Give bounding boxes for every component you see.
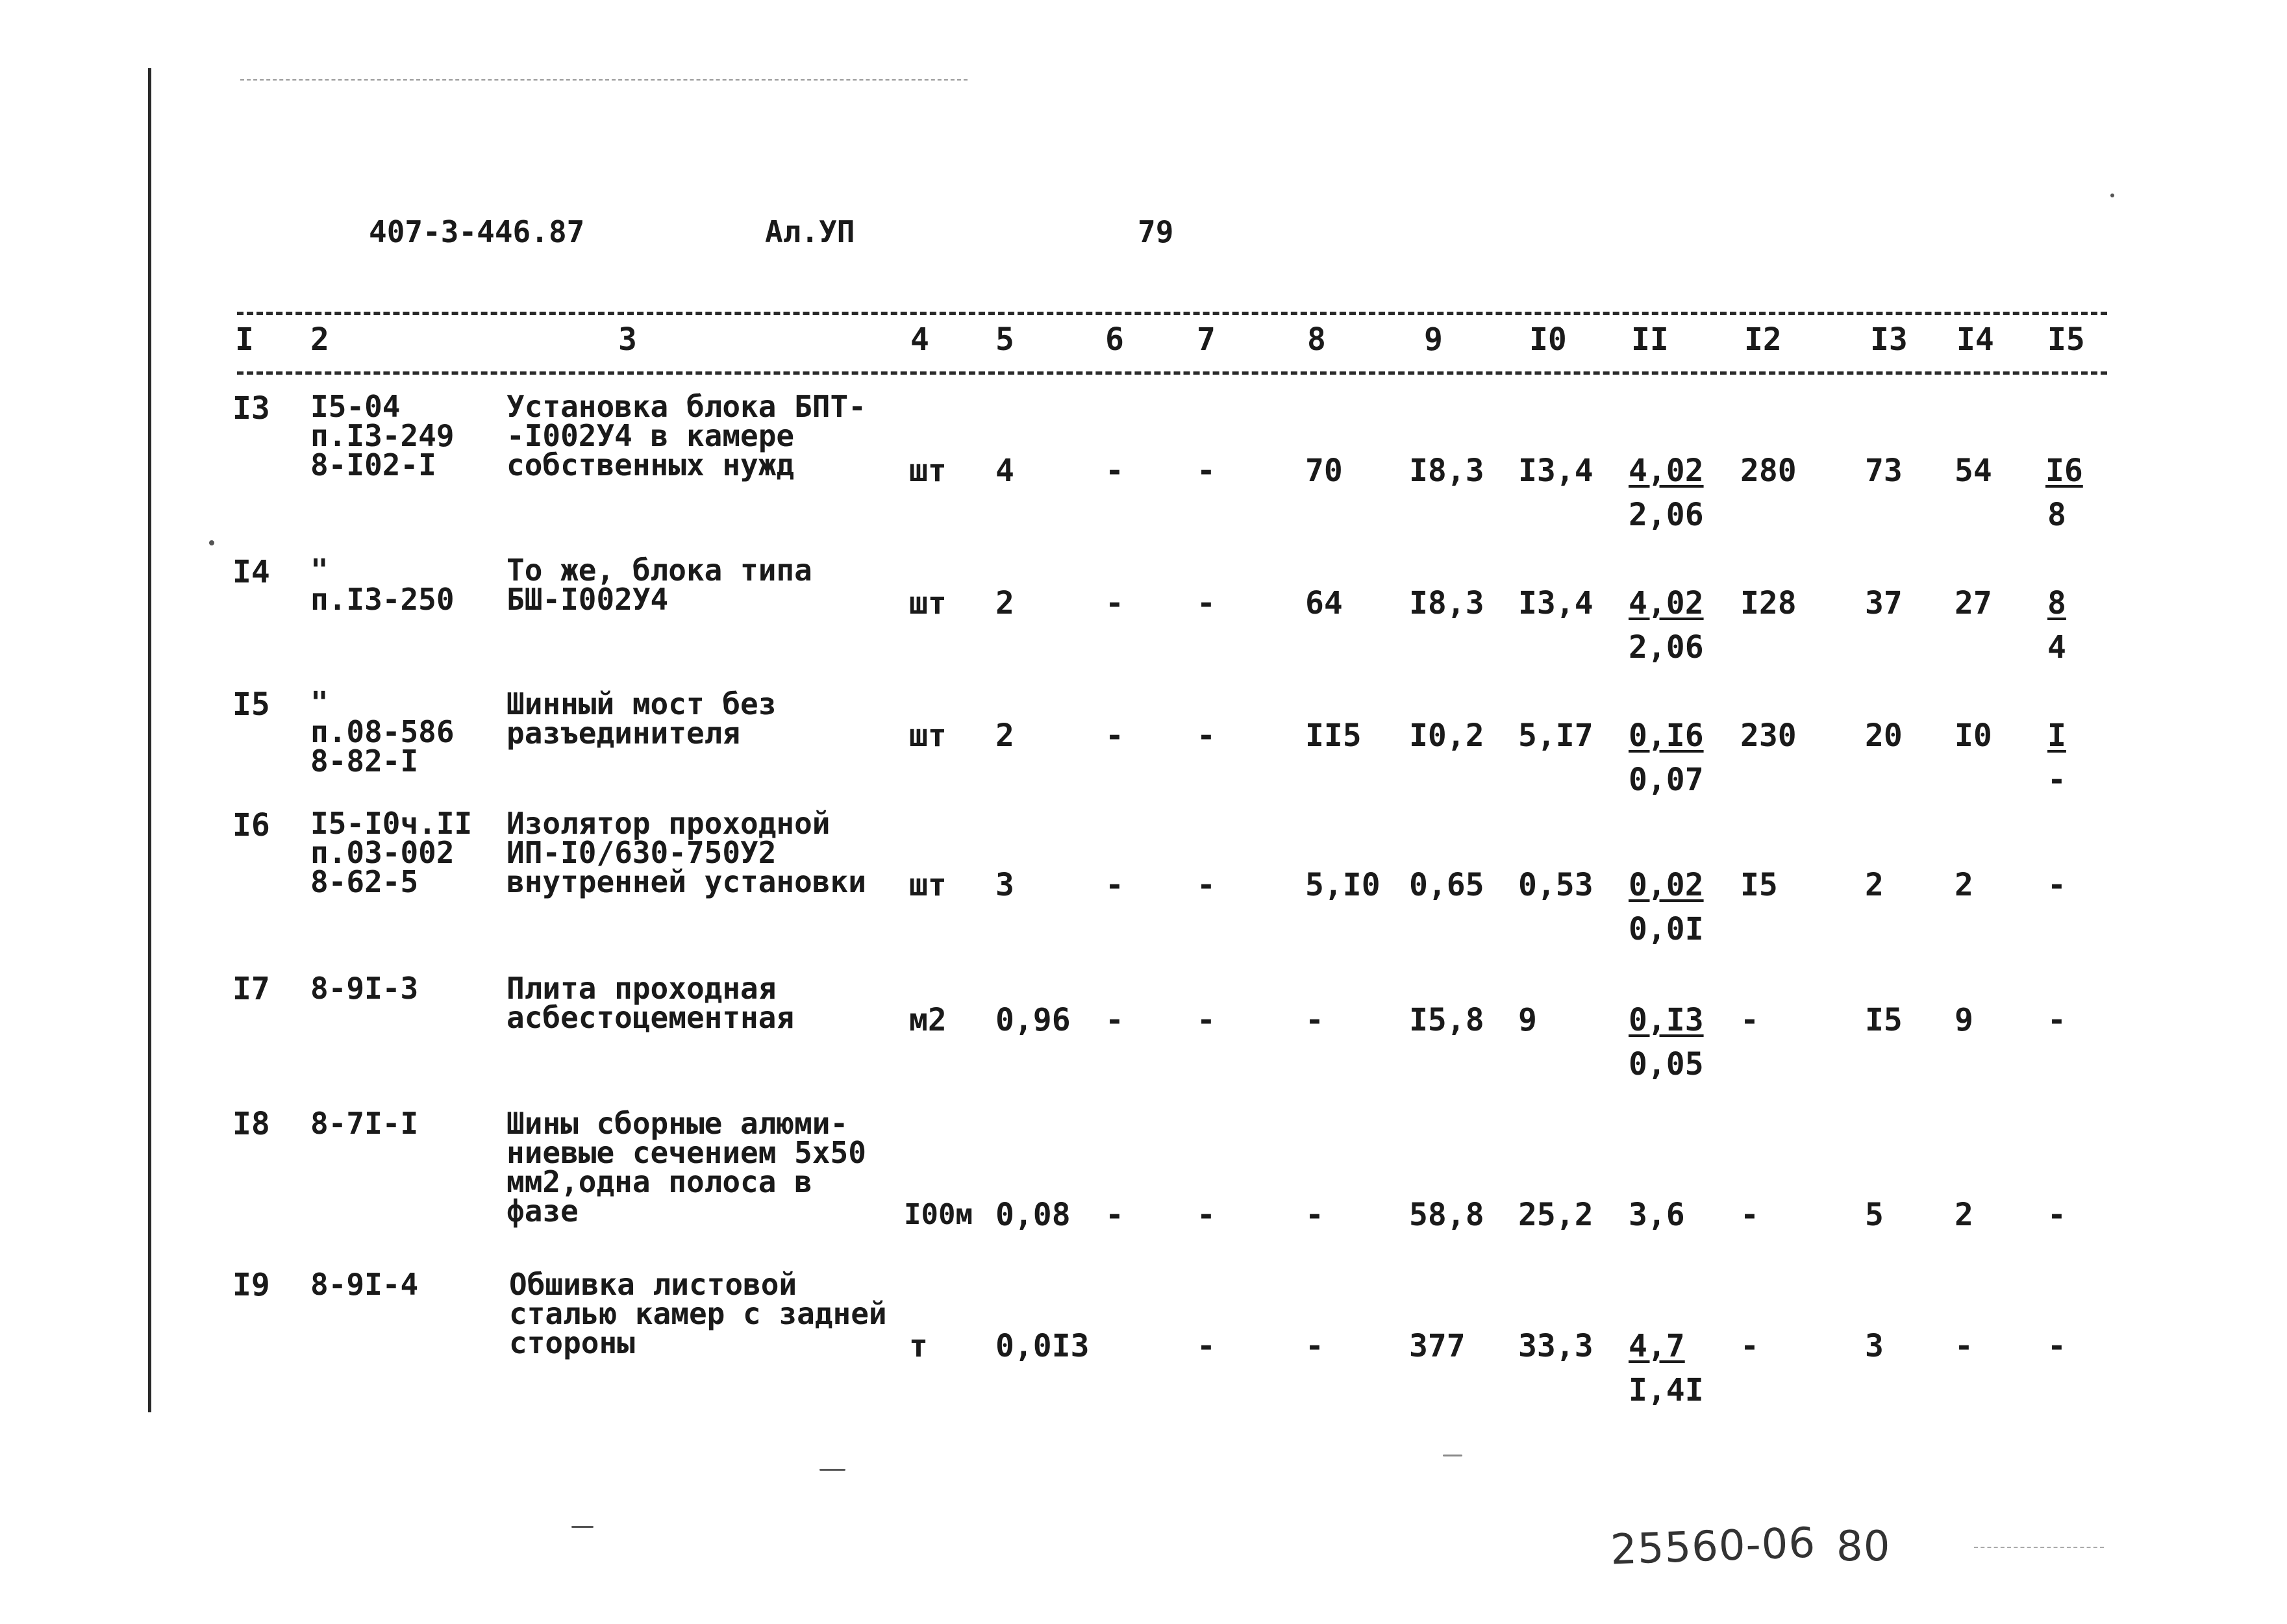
- col-10: 0,53: [1518, 867, 1593, 903]
- top-faint-rule: [240, 79, 968, 81]
- col-11-top: 4,02: [1629, 453, 1704, 489]
- col-13: 2: [1865, 867, 1884, 903]
- doc-code: 407-3-446.87: [369, 214, 585, 249]
- col-6: -: [1105, 1197, 1124, 1233]
- col-11-top: 0,I6: [1629, 718, 1704, 754]
- col-15-top: -: [2047, 1328, 2066, 1364]
- col-header-9: 9: [1424, 321, 1443, 358]
- col-6: -: [1105, 585, 1124, 621]
- norm-code: I5-04 п.I3-249 8-I02-I: [310, 389, 455, 482]
- col-8: 64: [1305, 585, 1343, 621]
- col-10: 9: [1518, 1002, 1537, 1038]
- col-14: 2: [1955, 1197, 1973, 1233]
- col-11-bottom: 0,0I: [1629, 911, 1704, 947]
- quantity: 0,0I3: [995, 1328, 1090, 1364]
- col-12: -: [1740, 1328, 1759, 1364]
- row-number: I5: [232, 686, 270, 723]
- quantity: 2: [995, 718, 1014, 754]
- col-9: 0,65: [1409, 867, 1484, 903]
- work-description: Шинный мост без разъединителя: [506, 686, 777, 751]
- col-11-bottom: 0,07: [1629, 762, 1704, 798]
- col-11-top: 4,7: [1629, 1328, 1685, 1364]
- left-margin-line: [148, 68, 151, 1412]
- norm-code: 8-9I-4: [310, 1267, 419, 1302]
- col-8: 70: [1305, 453, 1343, 489]
- page-number: 79: [1138, 214, 1174, 249]
- col-13: I5: [1865, 1002, 1903, 1038]
- work-description: То же, блока типа БШ-I002У4: [506, 553, 812, 617]
- col-header-11: II: [1631, 321, 1669, 358]
- col-9: I8,3: [1409, 453, 1484, 489]
- col-header-1: I: [235, 321, 254, 358]
- col-6: -: [1105, 1002, 1124, 1038]
- scan-speck: [1443, 1455, 1462, 1456]
- col-6: -: [1105, 718, 1124, 754]
- unit: шт: [909, 585, 947, 621]
- col-header-2: 2: [310, 321, 329, 358]
- col-header-5: 5: [995, 321, 1014, 358]
- col-8: II5: [1305, 718, 1362, 754]
- col-15-bottom: -: [2047, 762, 2066, 798]
- work-description: Обшивка листовой сталью камер с задней стороны: [509, 1267, 887, 1360]
- col-11-bottom: 0,05: [1629, 1046, 1704, 1082]
- col-9: 58,8: [1409, 1197, 1484, 1233]
- col-13: 5: [1865, 1197, 1884, 1233]
- col-14: I0: [1955, 718, 1992, 754]
- archive-stamp-page: 80: [1836, 1523, 1891, 1571]
- col-11-top: 0,02: [1629, 867, 1704, 903]
- col-12: -: [1740, 1002, 1759, 1038]
- col-11-bottom: 2,06: [1629, 629, 1704, 666]
- scan-speck: [2110, 194, 2114, 197]
- table-top-rule: [237, 312, 2107, 315]
- col-9: I5,8: [1409, 1002, 1484, 1038]
- unit: шт: [909, 867, 947, 903]
- col-11-top: 3,6: [1629, 1197, 1685, 1233]
- col-12: 280: [1740, 453, 1797, 489]
- work-description: Плита проходная асбестоцементная: [506, 971, 795, 1035]
- unit: I00м: [904, 1198, 973, 1231]
- col-10: 25,2: [1518, 1197, 1593, 1233]
- quantity: 0,96: [995, 1002, 1071, 1038]
- row-number: I6: [232, 807, 270, 843]
- col-11-top: 4,02: [1629, 585, 1704, 621]
- norm-code: 8-9I-3: [310, 971, 419, 1006]
- quantity: 4: [995, 453, 1014, 489]
- norm-code: " п.08-586 8-82-I: [310, 685, 455, 779]
- col-13: 3: [1865, 1328, 1884, 1364]
- col-13: 73: [1865, 453, 1903, 489]
- col-header-14: I4: [1956, 321, 1994, 358]
- row-number: I4: [232, 554, 270, 590]
- col-header-3: 3: [618, 321, 637, 358]
- scan-speck: [819, 1469, 845, 1471]
- unit: шт: [909, 453, 947, 489]
- col-15-bottom: 4: [2047, 629, 2066, 666]
- norm-code: 8-7I-I: [310, 1106, 419, 1141]
- quantity: 0,08: [995, 1197, 1071, 1233]
- col-13: 20: [1865, 718, 1903, 754]
- col-8: -: [1305, 1002, 1324, 1038]
- col-header-13: I3: [1870, 321, 1908, 358]
- col-15-top: I: [2047, 718, 2066, 754]
- scan-speck: [571, 1526, 594, 1528]
- col-7: -: [1197, 1328, 1216, 1364]
- col-14: 2: [1955, 867, 1973, 903]
- col-11-top: 0,I3: [1629, 1002, 1704, 1038]
- scan-speck: [209, 540, 214, 545]
- quantity: 3: [995, 867, 1014, 903]
- col-7: -: [1197, 1002, 1216, 1038]
- work-description: Изолятор проходной ИП-I0/630-750У2 внутренней установки: [506, 806, 866, 899]
- col-15-top: -: [2047, 1197, 2066, 1233]
- col-header-15: I5: [2047, 321, 2085, 358]
- row-number: I3: [232, 390, 270, 427]
- col-7: -: [1197, 585, 1216, 621]
- col-8: -: [1305, 1197, 1324, 1233]
- col-6: -: [1105, 867, 1124, 903]
- archive-stamp-number: 25560-06: [1609, 1519, 1817, 1575]
- col-15-top: -: [2047, 1002, 2066, 1038]
- col-6: -: [1105, 453, 1124, 489]
- col-7: -: [1197, 867, 1216, 903]
- row-number: I9: [232, 1267, 270, 1303]
- table-header-rule: [237, 371, 2107, 375]
- col-9: 377: [1409, 1328, 1466, 1364]
- footer-faint-rule: [1974, 1547, 2104, 1548]
- row-number: I8: [232, 1106, 270, 1142]
- col-7: -: [1197, 718, 1216, 754]
- col-12: I5: [1740, 867, 1778, 903]
- work-description: Установка блока БПТ- -I002У4 в камере собственных нужд: [506, 389, 866, 482]
- col-12: -: [1740, 1197, 1759, 1233]
- col-9: I0,2: [1409, 718, 1484, 754]
- col-8: -: [1305, 1328, 1324, 1364]
- col-12: 230: [1740, 718, 1797, 754]
- col-12: I28: [1740, 585, 1797, 621]
- work-description: Шины сборные алюми- ниевые сечением 5х50 мм2,одна полоса в фазе: [506, 1106, 866, 1229]
- col-10: 5,I7: [1518, 718, 1593, 754]
- col-14: 27: [1955, 585, 1992, 621]
- col-header-8: 8: [1307, 321, 1326, 358]
- col-14: 54: [1955, 453, 1992, 489]
- norm-code: I5-I0ч.II п.03-002 8-62-5: [310, 806, 473, 899]
- col-8: 5,I0: [1305, 867, 1381, 903]
- col-15-top: I6: [2045, 453, 2083, 489]
- col-10: I3,4: [1518, 585, 1593, 621]
- unit: шт: [909, 718, 947, 754]
- norm-code: " п.I3-250: [310, 553, 455, 617]
- col-header-10: I0: [1529, 321, 1567, 358]
- row-number: I7: [232, 971, 270, 1007]
- col-header-12: I2: [1744, 321, 1782, 358]
- col-10: I3,4: [1518, 453, 1593, 489]
- col-11-bottom: I,4I: [1629, 1372, 1704, 1408]
- col-10: 33,3: [1518, 1328, 1593, 1364]
- col-13: 37: [1865, 585, 1903, 621]
- unit: м2: [909, 1002, 947, 1038]
- col-14: 9: [1955, 1002, 1973, 1038]
- col-15-top: -: [2047, 867, 2066, 903]
- sheet-label: Ал.УП: [765, 214, 855, 249]
- col-15-top: 8: [2047, 585, 2066, 621]
- unit: т: [909, 1328, 928, 1364]
- col-9: I8,3: [1409, 585, 1484, 621]
- col-7: -: [1197, 1197, 1216, 1233]
- quantity: 2: [995, 585, 1014, 621]
- col-7: -: [1197, 453, 1216, 489]
- col-11-bottom: 2,06: [1629, 497, 1704, 533]
- col-14: -: [1955, 1328, 1973, 1364]
- col-header-7: 7: [1197, 321, 1216, 358]
- col-15-bottom: 8: [2047, 497, 2066, 533]
- col-header-4: 4: [910, 321, 929, 358]
- col-header-6: 6: [1105, 321, 1124, 358]
